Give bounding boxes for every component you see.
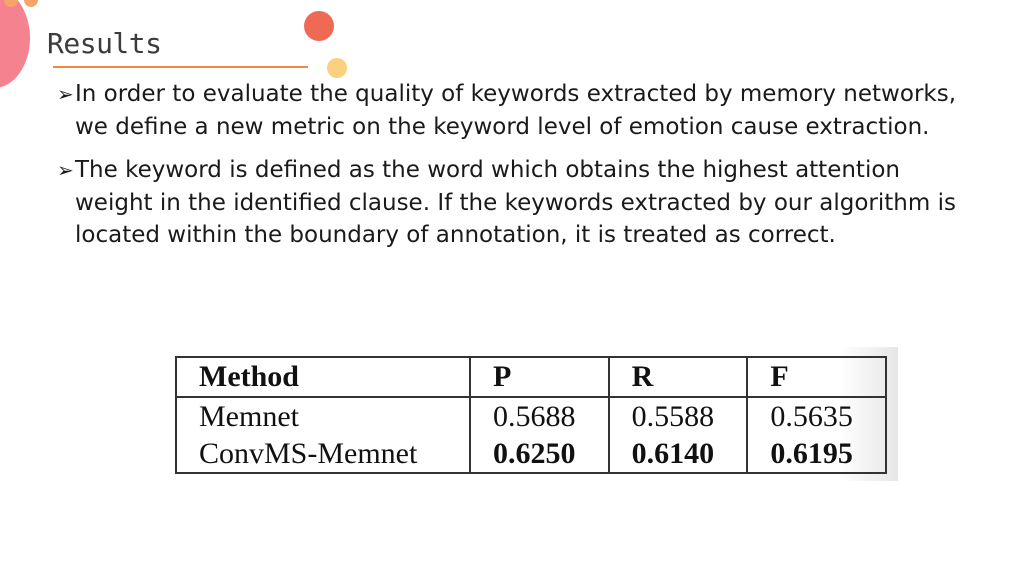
cell-method: Memnet bbox=[176, 397, 470, 435]
header-recall: R bbox=[609, 357, 748, 397]
table-row bbox=[176, 397, 886, 435]
cell-precision: 0.5688 bbox=[470, 397, 609, 435]
arrowhead-bullet-icon: ➢ bbox=[57, 158, 74, 182]
cell-precision: 0.6250 bbox=[470, 435, 609, 473]
decorative-circle-yellow bbox=[327, 58, 347, 78]
bullet-list bbox=[57, 78, 977, 263]
cell-method: ConvMS-Memnet bbox=[176, 435, 470, 473]
bullet-text: The keyword is defined as the word which obtains the highest attention weight in the identified clause. If the keywords extracted by our algorithm is located within the boundary of annotation, it is treated as correct. bbox=[75, 157, 956, 248]
bullet-text: In order to evaluate the quality of keywords extracted by memory networks, we define a new metric on the keyword level of emotion cause extraction. bbox=[75, 81, 957, 140]
table-row bbox=[176, 435, 886, 473]
cell-recall: 0.6140 bbox=[609, 435, 748, 473]
arrowhead-bullet-icon: ➢ bbox=[57, 82, 74, 106]
bullet-item bbox=[57, 154, 977, 252]
cell-f-score: 0.6195 bbox=[747, 435, 886, 473]
decorative-circle-red bbox=[304, 11, 334, 41]
header-method: Method bbox=[176, 357, 470, 397]
header-precision: P bbox=[470, 357, 609, 397]
slide-title: Results bbox=[47, 27, 162, 60]
cell-f-score: 0.5635 bbox=[747, 397, 886, 435]
results-table bbox=[175, 356, 887, 474]
decorative-dot-orange bbox=[24, 0, 38, 7]
table-header-row bbox=[176, 357, 886, 397]
cell-recall: 0.5588 bbox=[609, 397, 748, 435]
header-f-score: F bbox=[747, 357, 886, 397]
results-table-image bbox=[172, 347, 898, 481]
decorative-circle-pink bbox=[0, 0, 30, 88]
title-underline bbox=[53, 66, 308, 68]
bullet-item bbox=[57, 78, 977, 143]
